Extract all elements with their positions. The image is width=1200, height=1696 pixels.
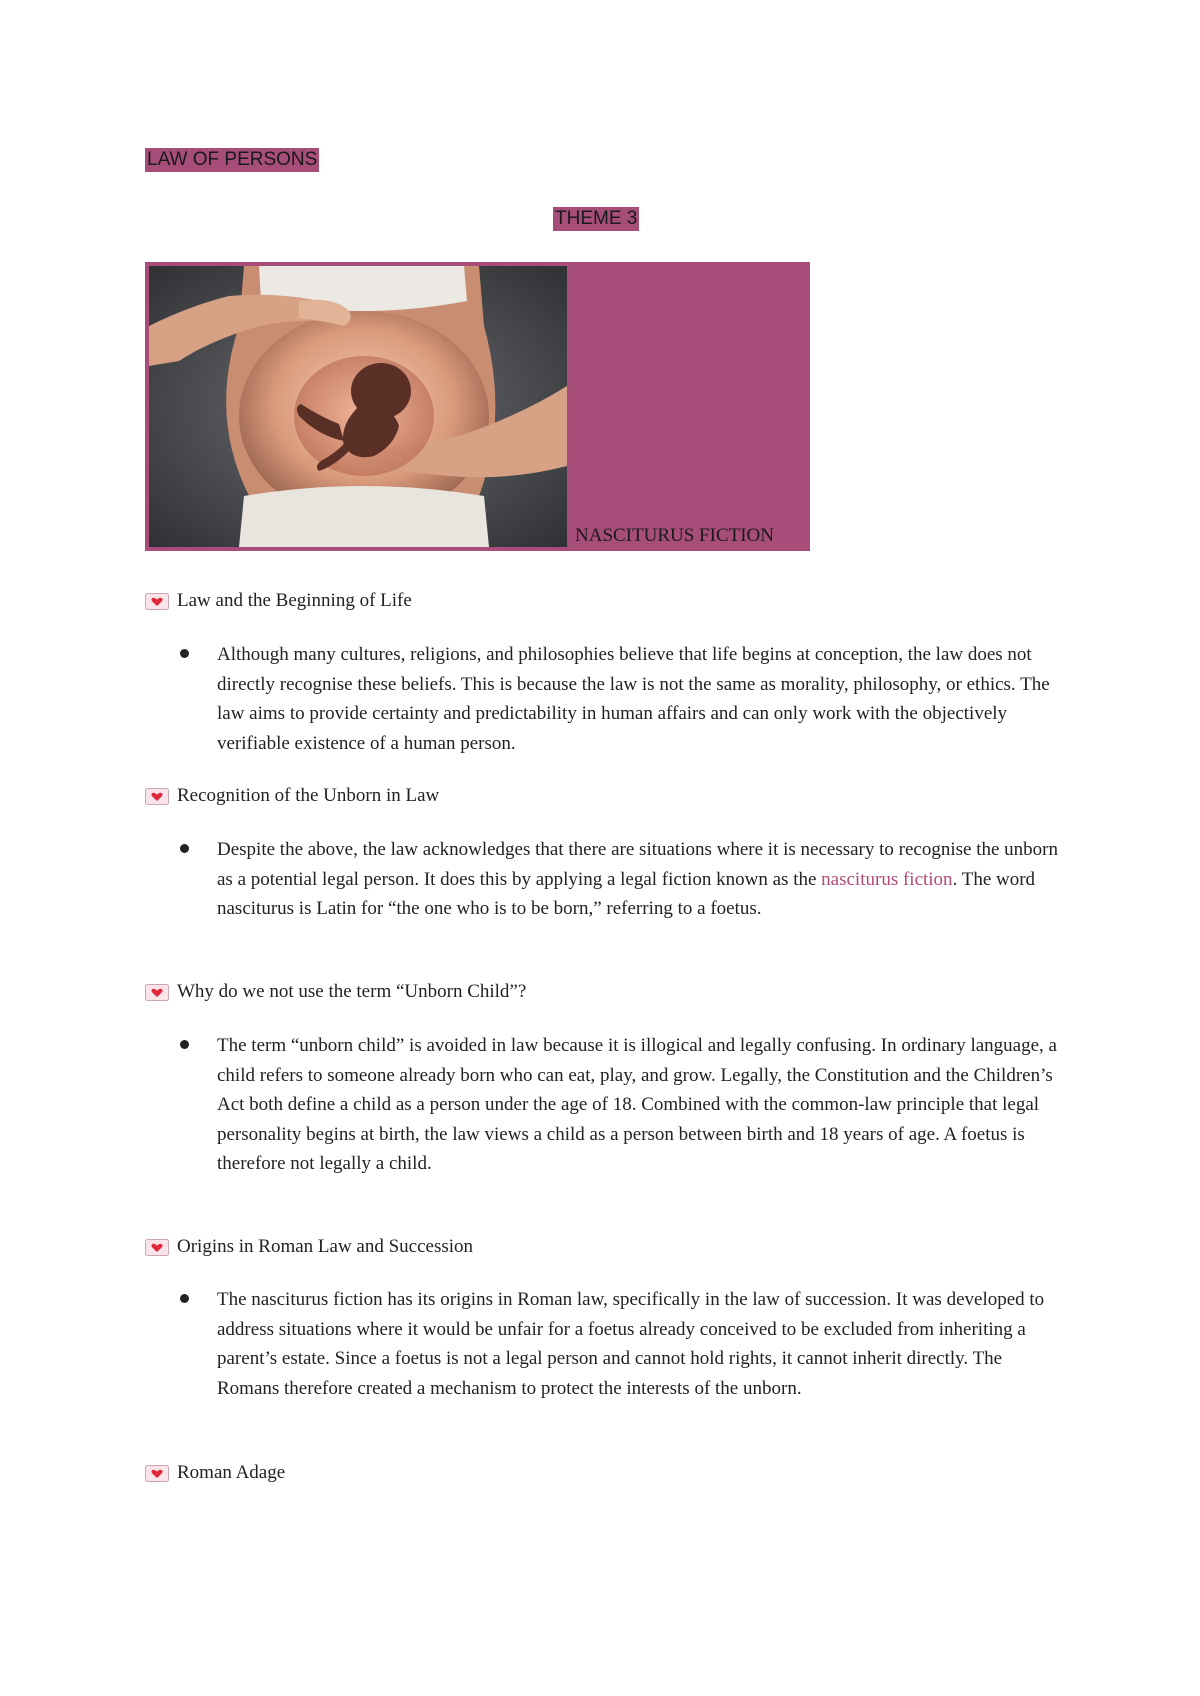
section-heading — [145, 1461, 285, 1485]
bullet-dot — [180, 1294, 189, 1303]
section-heading-text: Law and the Beginning of Life — [177, 590, 412, 611]
bullet-text: The term “unborn child” is avoided in law because it is illogical and legally confusing. In ordinary language, a child refers to someone already born who can eat, play, and grow. Legally, the Constitution and the Children’s Act both define a child as a person under the age of 18. Combined with the common-law principle that legal personality begins at birth, the law views a child as a person between birth and 18 years of age. A foetus is therefore not legally a child. — [217, 1035, 1057, 1174]
bullet-item — [180, 835, 1060, 924]
banner — [145, 262, 810, 551]
bullet-dot — [180, 1040, 189, 1049]
section-heading-text: Why do we not use the term “Unborn Child”? — [177, 981, 527, 1002]
bullet-text — [217, 835, 1060, 924]
bullet-text: The nasciturus fiction has its origins in Roman law, specifically in the law of succession. It was developed to address situations where it would be unfair for a foetus already conceived to be excluded from inheriting a parent’s estate. Since a foetus is not a legal person and cannot hold rights, it cannot inherit directly. The Romans therefore created a mechanism to protect the interests of the unborn. — [217, 1289, 1045, 1399]
bullet-text: Although many cultures, religions, and philosophies believe that life begins at conception, the law does not directly recognise these beliefs. This is because the law is not the same as morality, philosophy, or ethics. The law aims to provide certainty and predictability in human affairs and can only work with the objectively verifiable existence of a human person. — [217, 644, 1050, 754]
section-heading-text: Roman Adage — [177, 1462, 286, 1483]
pregnancy-photo — [149, 266, 567, 547]
bullet-item — [180, 1285, 1060, 1403]
bullet-text-after: . The word nasciturus is Latin for “the one who is to be born,” referring to a foetus. — [217, 868, 1036, 919]
page-title: LAW OF PERSONS — [147, 149, 318, 170]
bullet-dot — [180, 844, 189, 853]
section-heading — [145, 784, 439, 808]
bullet-dot — [180, 649, 189, 658]
section-heading-text: Origins in Roman Law and Succession — [177, 1236, 474, 1257]
bullet-item — [180, 640, 1060, 758]
love-letter-icon — [145, 984, 169, 1001]
love-letter-icon — [145, 1465, 169, 1482]
section-heading-text: Recognition of the Unborn in Law — [177, 785, 440, 806]
love-letter-icon — [145, 788, 169, 805]
section-heading — [145, 980, 526, 1004]
bullet-item — [180, 1031, 1060, 1179]
love-letter-icon — [145, 1239, 169, 1256]
section-heading — [145, 1235, 473, 1259]
theme-label: THEME 3 — [555, 208, 638, 229]
love-letter-icon — [145, 593, 169, 610]
nasciturus-fiction-highlight: nasciturus fiction — [821, 868, 953, 890]
section-heading — [145, 589, 412, 613]
bullet-text-before: Despite the above, the law acknowledges that there are situations where it is necessary to recognise the unborn as a potential legal person. It does this by applying a legal fiction known as the — [217, 839, 1058, 890]
banner-caption: NASCITURUS FICTION — [575, 525, 774, 546]
